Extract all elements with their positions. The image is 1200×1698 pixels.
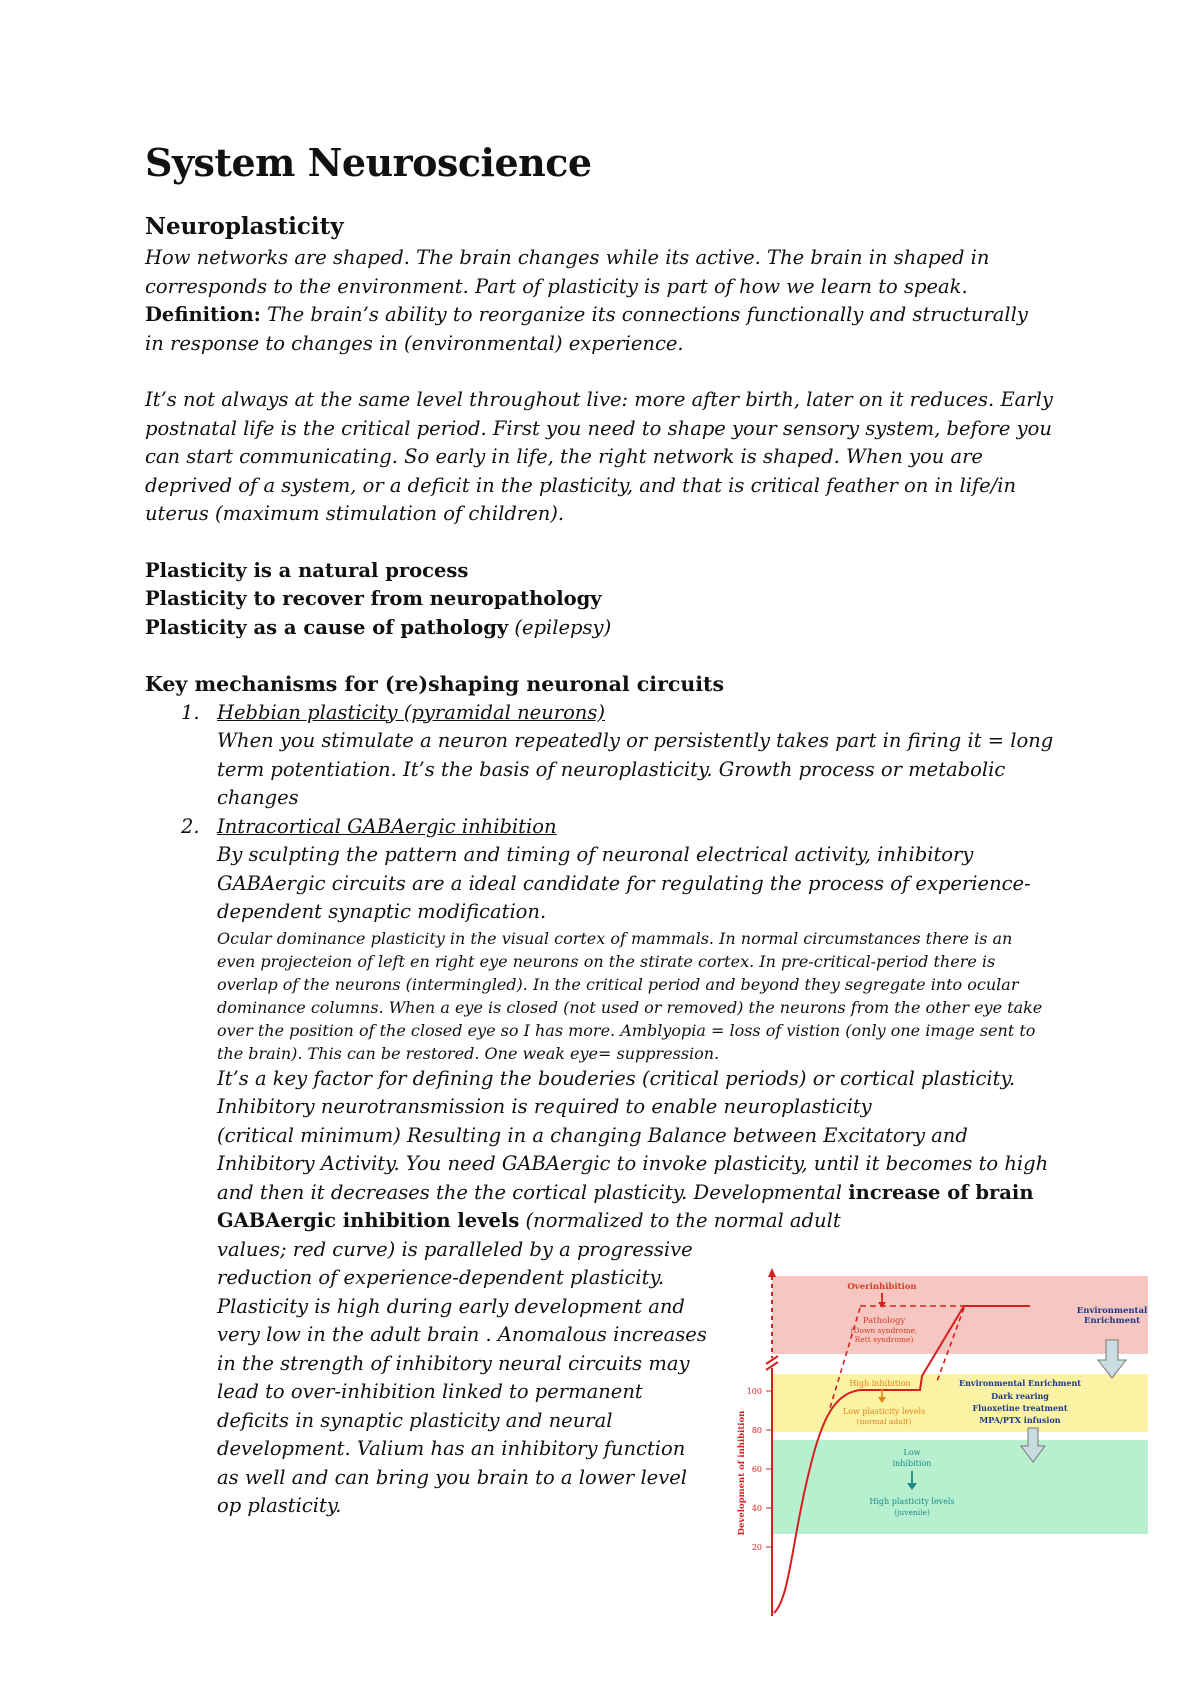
env-enrichment-label: Environmental Enrichment [959,1378,1081,1388]
ocular-line-6: the brain). This can be restored. One weak eye= suppression. [217,1043,720,1063]
section-heading-neuroplasticity: Neuroplasticity [145,213,344,240]
mechanism-1-line-2: term potentiation. It’s the basis of neuroplasticity. Growth process or metabolic [217,757,1006,781]
dark-rearing-label: Dark rearing [991,1391,1049,1401]
list-item [145,699,1075,813]
mechanism-2-line-1: By sculpting the pattern and timing of neuronal electrical activity, inhibitory [217,843,974,866]
narrow-line-7: deficits in synaptic plasticity and neural [217,1408,613,1432]
list-item-number: 1. [181,700,200,724]
mechanism-2-title: Intracortical GABAergic inhibition [217,814,557,838]
pathology-sub1: (Down syndrome, [850,1326,918,1335]
narrow-paragraph [217,1236,722,1521]
y-tick-label: 80 [751,1426,762,1435]
mixed-b-italic: (normalized to the normal adult [519,1209,841,1232]
mixed-a-bold: increase of brain [848,1180,1034,1204]
mechanism-2-line-2: GABAergic circuits are a ideal candidate for regulating the process of experience- [217,871,1031,895]
high-plasticity-label: High plasticity levels [869,1497,955,1506]
env-enrichment-top-line2: Enrichment [1083,1316,1141,1326]
inhibition-label: inhibition [892,1459,932,1468]
para2-line-4: deprived of a system, or a deficit in the plasticity, and that is critical feather on in life/in [145,473,1017,497]
ocular-line-5: over the position of the closed eye so I has more. Amblyopia = loss of vistion (only one image sent to [217,1020,1036,1040]
narrow-line-4: very low in the adult brain . Anomalous increases [217,1323,707,1346]
mechanism-2b-line-3: (critical minimum) Resulting in a changing Balance between Excitatory and [217,1123,968,1147]
narrow-line-9: as well and can bring you brain to a lower level [217,1465,688,1489]
plasticity-point-3 [145,614,1075,643]
fluoxetine-label: Fluoxetine treatment [972,1403,1068,1413]
para2-line-5: uterus (maximum stimulation of children). [145,502,565,525]
mixed-b-bold: GABAergic inhibition levels [217,1209,520,1232]
narrow-line-3: Plasticity is high during early development and [217,1294,685,1318]
high-inhibition-label: High inhibition [849,1379,911,1388]
plasticity-point-3-bold: Plasticity as a cause of pathology [145,615,509,639]
y-tick-label: 40 [751,1504,762,1513]
mechanism-1-title: Hebbian plasticity (pyramidal neurons) [217,700,605,724]
intro-line-2: corresponds to the environment. Part of plasticity is part of how we learn to speak. [145,274,968,298]
ocular-line-2: even projecteion of left en right eye neurons on the stirate cortex. In pre-critical-period there is [217,951,996,971]
definition-line-1 [145,301,1075,330]
para2-line-2: postnatal life is the critical period. First you need to shape your sensory system, before you [145,416,1052,440]
mpa-ptx-label: MPA/PTX infusion [979,1415,1061,1425]
y-tick-label: 60 [751,1465,762,1474]
plasticity-point-1: Plasticity is a natural process [145,558,469,582]
narrow-line-8: development. Valium has an inhibitory function [217,1437,686,1460]
mechanism-2b-line-1: It’s a key factor for defining the bouderies (critical periods) or cortical plasticity. [217,1066,1016,1090]
narrow-line-5: in the strength of inhibitory neural circuits may [217,1351,690,1375]
normal-adult-label: (normal adult) [856,1417,912,1426]
y-axis-label: Development of inhibition [737,1410,747,1536]
ocular-line-4: dominance columns. When a eye is closed (not used or removed) the neurons from the other eye take [217,997,1043,1017]
inhibition-figure [730,1268,1150,1616]
mechanism-2b-line-5 [217,1179,1075,1208]
ocular-line-3: overlap of the neurons (intermingled). In the critical period and beyond they segregate into ocular [217,974,1019,994]
definition-line-2: in response to changes in (environmental) experience. [145,331,684,355]
mixed-a-italic: and then it decreases the the cortical plasticity. Developmental [217,1180,849,1204]
juvenile-label: (juvenile) [894,1508,930,1517]
para2-line-3: can start communicating. So early in life, the right network is shaped. When you are [145,445,983,468]
mechanism-2b-line-4: Inhibitory Activity. You need GABAergic to invoke plasticity, until it becomes to high [217,1152,1049,1175]
narrow-line-6: lead to over-inhibition linked to permanent [217,1380,643,1403]
mechanism-2b-line-6 [217,1207,1075,1236]
mechanisms-heading: Key mechanisms for (re)shaping neuronal circuits [145,672,725,696]
low-inhibition-band [772,1440,1148,1534]
inhibition-figure-svg [730,1268,1150,1616]
narrow-line-2: reduction of experience-dependent plasticity. [217,1266,665,1289]
para2-line-1: It’s not always at the same level throughout live: more after birth, later on it reduces. Early [145,388,1053,411]
env-enrichment-top-line1: Environmental [1076,1306,1148,1316]
mechanism-2-line-3: dependent synaptic modification. [217,900,547,923]
ocular-line-1: Ocular dominance plasticity in the visual cortex of mammals. In normal circumstances there is an [217,928,1013,948]
mechanism-2b-line-2: Inhibitory neurotransmission is required to enable neuroplasticity [217,1095,872,1118]
plasticity-point-2: Plasticity to recover from neuropathology [145,587,602,610]
y-tick-label: 100 [746,1387,762,1396]
narrow-line-10: op plasticity. [217,1494,342,1517]
low-label: Low [903,1448,921,1457]
pathology-sub2: Rett syndrome) [854,1335,914,1344]
y-axis-arrow-icon [768,1268,776,1277]
y-tick-label: 20 [751,1543,762,1552]
pathology-label: Pathology [862,1316,906,1326]
overinhibition-label: Overinhibition [847,1282,917,1292]
definition-text: The brain’s ability to reorganize its connections functionally and structurally [260,303,1028,326]
plasticity-point-3-italic: (epilepsy) [508,615,612,639]
mechanism-1-line-3: changes [217,786,299,809]
list-item-number: 2. [181,814,200,838]
low-plasticity-label: Low plasticity levels [842,1407,926,1416]
narrow-line-1: values; red curve) is paralleled by a progressive [217,1237,693,1261]
document-title: System Neuroscience [145,140,592,185]
intro-line-1: How networks are shaped. The brain changes while its active. The brain in shaped in [145,246,990,269]
mechanism-1-line-1: When you stimulate a neuron repeatedly or persistently takes part in firing it = long [217,729,1054,752]
definition-label: Definition: [145,303,261,326]
